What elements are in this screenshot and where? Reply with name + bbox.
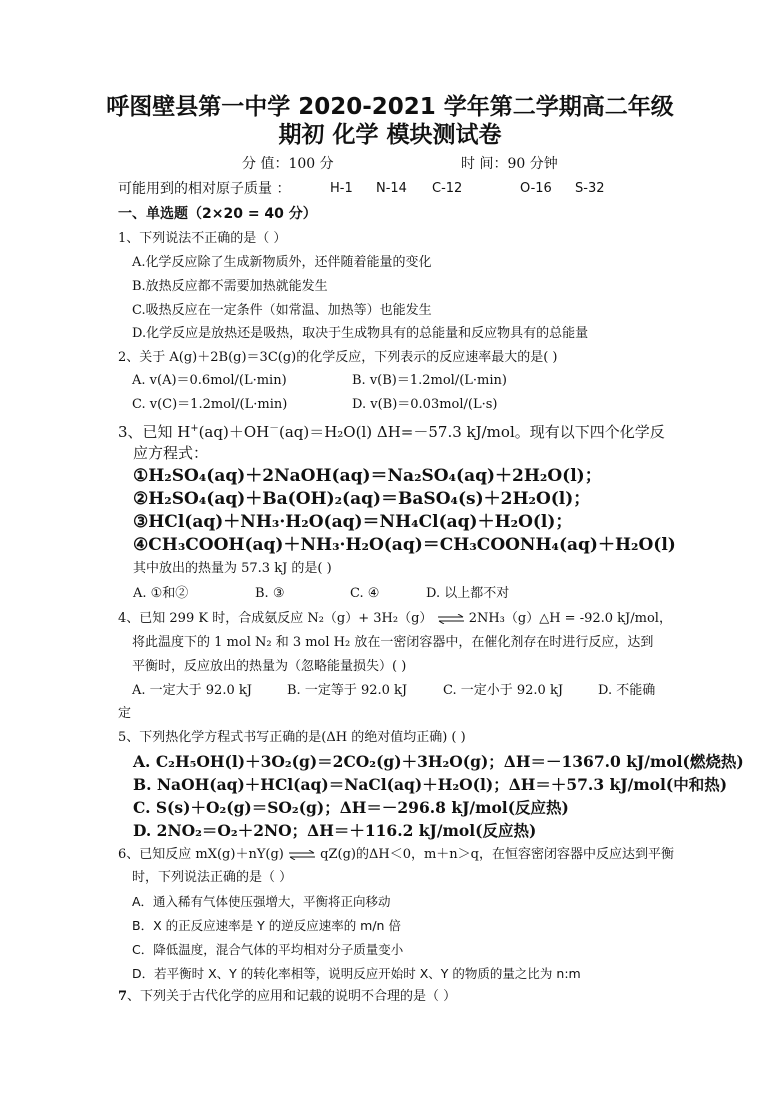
q5-option-d: D. 2NO₂＝O₂＋2NO；ΔH＝＋116.2 kJ/mol(反应热) [133,821,537,840]
q6-line2: 时，下列说法正确的是（ ） [132,870,293,885]
score-info: 分 值：100 分 [242,156,334,172]
q6-line1 [118,846,674,864]
q2-option-d: D. v(B)＝0.03mol/(L·s) [352,397,498,412]
q1-option-c: C.吸热反应在一定条件（如常温、加热等）也能发生 [132,303,432,318]
q2-option-c: C. v(C)＝1.2mol/(L·min) [132,397,288,412]
q3-stem-mid: (aq)＋OH [198,423,270,441]
q6-line1-a: 6、已知反应 mX(g)＋nY(g) [118,847,284,862]
q3-option-d: D. 以上都不对 [426,586,510,601]
q5-stem: 5、下列热化学方程式书写正确的是(ΔH 的绝对值均正确) ( ) [118,730,466,745]
q3-stem-start: 3、已知 H [118,423,191,441]
q4-option-b: B. 一定等于 92.0 kJ [287,683,408,698]
q3-equation-2: ②H₂SO₄(aq)＋Ba(OH)₂(aq)＝BaSO₄(s)＋2H₂O(l)； [133,489,591,509]
q3-stem-tail: (aq)＝H₂O(l) ΔH=－57.3 kJ/mol。现有以下四个化学反 [278,423,665,441]
q2-stem: 2、关于 A(g)＋2B(g)＝3C(g)的化学反应，下列表示的反应速率最大的是( ) [118,350,558,365]
atomic-mass-n: N-14 [376,181,407,196]
q6-option-b: B．X 的正反应速率是 Y 的逆反应速率的 m/n 倍 [132,918,401,933]
equilibrium-arrow-icon [288,850,316,860]
atomic-mass-label: 可能用到的相对原子质量 ： [118,181,291,197]
q2-option-a: A. v(A)＝0.6mol/(L·min) [132,373,287,388]
q7-stem [118,988,456,1006]
q4-line1-a: 4、已知 299 K 时，合成氨反应 N₂（g）+ 3H₂（g） [118,611,433,626]
q7-stem-text: 、下列关于古代化学的应用和记载的说明不合理的是（ ） [127,989,457,1004]
q3-option-a: A. ①和② [133,586,189,601]
q1-option-d: D.化学反应是放热还是吸热，取决于生成物具有的总能量和反应物具有的总能量 [132,326,589,341]
section-title-single-choice: 一、单选题（2×20 = 40 分） [118,206,317,222]
atomic-mass-h: H-1 [330,181,353,196]
atomic-mass-o: O-16 [520,181,552,196]
q6-option-a: A．通入稀有气体使压强增大，平衡将正向移动 [132,894,391,909]
q4-option-d: D. 不能确 [598,683,656,698]
q1-stem: 1、下列说法不正确的是（ ） [118,231,287,246]
q3-equation-1: ①H₂SO₄(aq)＋2NaOH(aq)＝Na₂SO₄(aq)＋2H₂O(l)； [133,466,602,486]
q4-option-d-continued: 定 [118,706,132,721]
q3-equation-3: ③HCl(aq)＋NH₃·H₂O(aq)＝NH₄Cl(aq)＋H₂O(l)； [133,512,573,532]
q3-equation-4: ④CH₃COOH(aq)＋NH₃·H₂O(aq)＝CH₃COONH₄(aq)＋H₂O(l) [133,535,676,555]
q4-line3: 平衡时，反应放出的热量为（忽略能量损失）( ) [132,659,407,674]
atomic-mass-s: S-32 [575,181,605,196]
time-info: 时 间：90 分钟 [461,156,558,172]
q4-line1-b: 2NH₃（g）△H = -92.0 kJ/mol， [468,611,672,626]
q7-number: 7 [118,989,128,1004]
q4-line1 [118,610,672,628]
q5-option-a: A. C₂H₅OH(l)＋3O₂(g)＝2CO₂(g)＋3H₂O(g)；ΔH＝－1367.0 kJ/mol(燃烧热) [133,752,744,771]
q3-stem-line2: 应方程式： [133,444,209,462]
q6-option-c: C．降低温度，混合气体的平均相对分子质量变小 [132,942,404,957]
minus-superscript: － [269,423,279,434]
q3-option-b: B. ③ [255,586,285,601]
exam-title-line2: 期初 化学 模块测试卷 [278,122,502,148]
q1-option-b: B.放热反应都不需要加热就能发生 [132,279,328,294]
equilibrium-arrow-icon [437,614,465,624]
q3-option-c: C. ④ [350,586,380,601]
q5-option-c: C. S(s)＋O₂(g)＝SO₂(g)；ΔH＝－296.8 kJ/mol(反应热) [133,798,569,817]
q2-option-b: B. v(B)＝1.2mol/(L·min) [352,373,507,388]
q4-option-c: C. 一定小于 92.0 kJ [443,683,564,698]
q3-question: 其中放出的热量为 57.3 kJ 的是( ) [133,561,332,576]
q6-option-d: D．若平衡时 X、Y 的转化率相等，说明反应开始时 X、Y 的物质的量之比为 n:m [132,966,581,981]
exam-title-line1: 呼图壁县第一中学 2020-2021 学年第二学期高二年级 [106,94,674,120]
q5-option-b: B. NaOH(aq)＋HCl(aq)＝NaCl(aq)＋H₂O(l)；ΔH＝＋57.3 kJ/mol(中和热) [133,775,728,794]
q4-option-a: A. 一定大于 92.0 kJ [132,683,252,698]
q6-line1-b: qZ(g)的ΔH＜0，m＋n＞q，在恒容密闭容器中反应达到平衡 [320,847,674,862]
q1-option-a: A.化学反应除了生成新物质外，还伴随着能量的变化 [132,255,432,270]
atomic-mass-c: C-12 [432,181,463,196]
q4-line2: 将此温度下的 1 mol N₂ 和 3 mol H₂ 放在一密闭容器中，在催化剂存在时进行反应，达到 [132,635,654,650]
q3-stem [118,418,665,443]
plus-superscript: + [190,423,199,434]
